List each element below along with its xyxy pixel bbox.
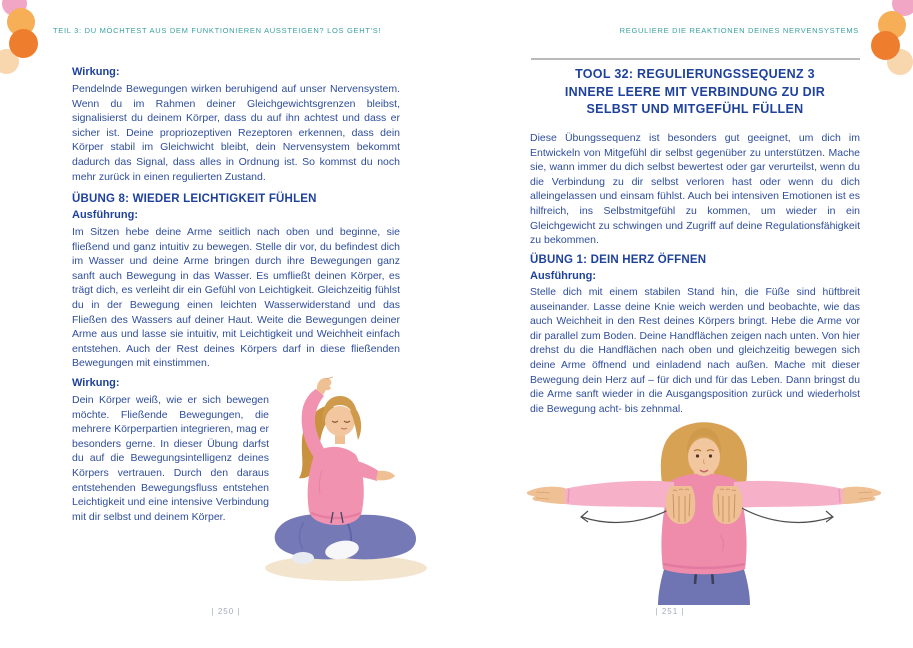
seated-woman-illustration: [256, 374, 431, 589]
dark-orange-circle-icon: [9, 29, 38, 58]
execution-label: Ausführung:: [530, 270, 596, 282]
page-number-left: | 250 |: [211, 607, 241, 616]
tool-title: [530, 66, 860, 119]
effect-paragraph: Pendelnde Bewegungen wirken beruhigend auf unser Nervensystem. Wenn du im Rahmen deiner Gleichgewichtsgrenzen bleibst, signalisierst du deinem Körper, dass du auf ihn achtest und dass er sicher ist. Deine propriozeptiven Rezeptoren erkennen, dass dein Körper stabil im Gleichwicht bleibt, dein Nervensystem bekommt dadurch das Signal, dass alles in Ordnung ist. So kommst du noch mehr zurück in einen regulierten Zustand.: [72, 83, 400, 183]
page-number-right: | 251 |: [655, 607, 685, 616]
dark-orange-circle-icon: [871, 31, 900, 60]
tool-title-divider: [531, 58, 860, 60]
effect-heading-2: Wirkung:: [72, 377, 120, 389]
standing-woman-open-arms-illustration: [524, 419, 890, 605]
tool-title-line1: TOOL 32: REGULIERUNGSSEQUENZ 3: [575, 67, 815, 81]
running-head-right: REGULIERE DIE REAKTIONEN DEINES NERVENSYSTEMS: [619, 26, 859, 35]
execution-paragraph: Im Sitzen hebe deine Arme seitlich nach oben und beginne, sie fließend und ganz intuitiv zu bewegen. Stelle dir vor, du befindest dich im Wasser und deine Arme bringen durch ihre Bewegungen ganz sanft auch Bewegung in das Wasser. Es umfließt deinen Körper, es trägt dich, es verleiht dir ein Gefühl von Leichtigkeit. Gleichzeitig fühlst du in der Bewegung einen leichten Wasserwiderstand und das Fließen des Wassers auf deiner Haut. Weite die Bewegungen deiner Arme aus und lasse sie intuitiv, mit Leichtigkeit und Weichheit einfach entstehen. Auch der Rest deines Körpers darf in diese fließenden Bewegungen mit einstimmen.: [72, 226, 400, 370]
execution-label: Ausführung:: [72, 209, 138, 221]
running-head-left: TEIL 3: DU MÖCHTEST AUS DEM FUNKTIONIEREN AUSSTEIGEN? LOS GEHT'S!: [53, 26, 382, 35]
exercise-8-heading: ÜBUNG 8: WIEDER LEICHTIGKEIT FÜHLEN: [72, 193, 317, 205]
effect-heading: Wirkung:: [72, 66, 120, 78]
effect-paragraph-2: Dein Körper weiß, wie er sich bewegen möchte. Fließende Bewegungen, die mehrere Körperpartien integrieren, mag er besonders gerne. In dieser Übung darfst du auf die Bewegungsintelligenz deines Körpers vertrauen. Durch den daraus entstehenden Bewegungsfluss entstehen Leichtigkeit und eine intensive Verbindung mit dir selbst und deinem Körper.: [72, 394, 269, 523]
exercise-1-heading: ÜBUNG 1: DEIN HERZ ÖFFNEN: [530, 254, 707, 266]
tool-title-line3: SELBST UND MITGEFÜHL FÜLLEN: [586, 102, 804, 116]
execution-paragraph: Stelle dich mit einem stabilen Stand hin, die Füße sind hüftbreit auseinander. Lasse deine Knie weich werden und beobachte, wie das auch Weichheit in den Rest deines Körpers bringt. Hebe die Arme vor dir parallel zum Boden. Deine Handflächen zeigen nach unten. Von hier drehst du die Handflächen nach oben und gleichzeitig bewegen sich deine Arme öffnend und einladend nach außen. Mache mit dieser Bewegung dein Herz auf – für dich und für das Leben. Dann bringst du die Arme sanft wieder in die Ausgangsposition zurück und wiederholst die Bewegung acht- bis zehnmal.: [530, 287, 860, 415]
tool-title-line2: INNERE LEERE MIT VERBINDUNG ZU DIR: [564, 84, 826, 99]
tool-intro-paragraph: Diese Übungssequenz ist besonders gut geeignet, um dich im Entwickeln von Mitgefühl dir selbst gegenüber zu unterstützen. Mache sie, wann immer du dich selbst bewertest oder gar verurteilst, wenn du die Verbindung zu dir selbst verloren hast oder wenn du dich alleingelassen und einsam fühlst. Auch bei intensiven Emotionen ist es hilfreich, ins Selbstmitgefühl zu kommen, um wieder in ein Gleichgewicht zu schwingen und Zugriff auf deine Regulationsfähigkeit zu bekommen.: [530, 132, 860, 247]
